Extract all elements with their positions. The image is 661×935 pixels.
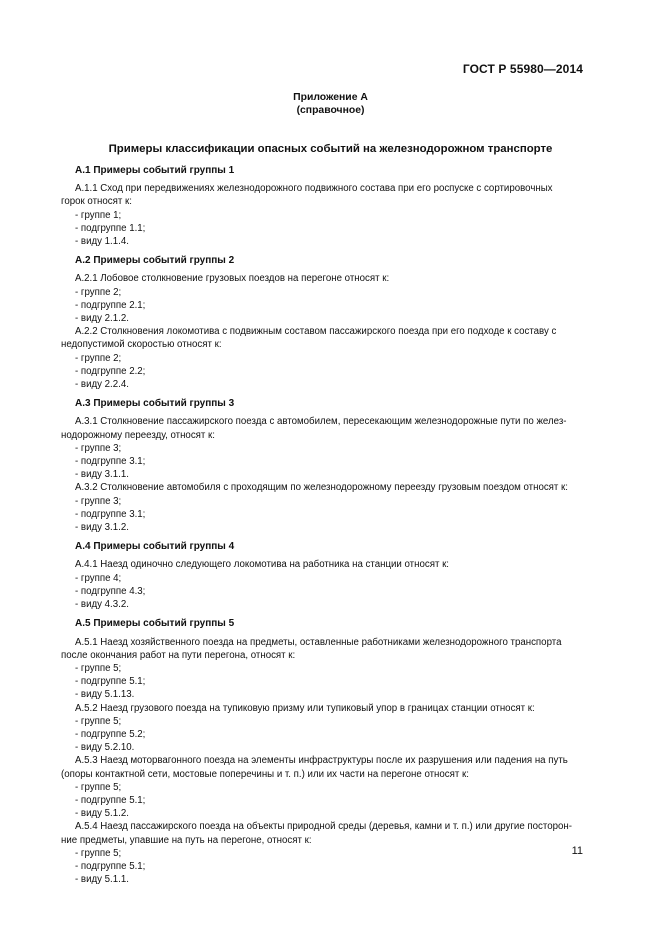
clause-text: А.3.2 Столкновение автомобиля с проходящим по железнодорожному переезду грузовым поездом относят к: [75,482,568,494]
clause-text: А.5.1 Наезд хозяйственного поезда на предметы, оставленные работниками железнодорожного транспорта [75,636,562,648]
clause-text: А.5.4 Наезд пассажирского поезда на объекты природной среды (деревья, камни и т. п.) или другие посторон- [75,821,572,833]
section-title: А.3 Примеры событий группы 3 [75,398,235,410]
list-item: - виду 5.1.1. [75,874,129,886]
list-item: - группе 5; [75,847,122,859]
clause-text: А.4.1 Наезд одиночно следующего локомотива на работника на станции относят к: [75,559,450,571]
list-item: - подгруппе 1.1; [75,222,146,234]
list-item: - виду 2.2.4. [75,379,129,391]
list-item: - группе 2; [75,286,122,298]
list-item: - группе 5; [75,715,122,727]
list-item: - группе 3; [75,495,122,507]
clause-text-continuation: ние предметы, упавшие на путь на перегоне, относят к: [61,834,312,846]
clause-text: А.2.1 Лобовое столкновение грузовых поездов на перегоне относят к: [75,273,390,285]
list-item: - подгруппе 5.1; [75,794,146,806]
list-item: - группе 5; [75,662,122,674]
clause-text: А.1.1 Сход при передвижениях железнодорожного подвижного состава при его роспуске с сортировочных [75,183,553,195]
document-body [61,164,584,886]
section-title: А.2 Примеры событий группы 2 [75,255,235,267]
list-item: - группе 5; [75,781,122,793]
list-item: - подгруппе 5.1; [75,860,146,872]
list-item: - группе 1; [75,209,122,221]
list-item: - виду 5.1.13. [75,689,135,701]
list-item: - подгруппе 4.3; [75,585,146,597]
list-item: - группе 3; [75,442,122,454]
list-item: - виду 5.1.2. [75,808,129,820]
document-title: Примеры классификации опасных событий на железнодорожном транспорте [108,143,553,155]
list-item: - виду 3.1.1. [75,469,129,481]
standard-number: ГОСТ Р 55980—2014 [462,62,583,76]
list-item: - группе 4; [75,572,122,584]
clause-text: А.2.2 Столкновения локомотива с подвижным составом пассажирского поезда при его подходе к составу с [75,326,557,338]
section-title: А.1 Примеры событий группы 1 [75,165,235,176]
clause-text: А.5.3 Наезд моторвагонного поезда на элементы инфраструктуры после их разрушения или падения на путь [75,755,568,767]
clause-text-continuation: горок относят к: [61,196,132,208]
list-item: - виду 4.3.2. [75,599,129,611]
clause-text-continuation: недопустимой скоростью относят к: [61,339,222,351]
list-item: - виду 3.1.2. [75,522,129,534]
list-item: - виду 2.1.2. [75,313,129,325]
annex-status: (справочное) [296,105,365,116]
section-title: А.5 Примеры событий группы 5 [75,618,235,630]
list-item: - подгруппе 2.1; [75,299,146,311]
list-item: - подгруппе 3.1; [75,456,146,468]
list-item: - подгруппе 3.1; [75,508,146,520]
list-item: - группе 2; [75,352,122,364]
clause-text-continuation: нодорожному переезду, относят к: [61,429,215,441]
clause-text-continuation: (опоры контактной сети, мостовые поперечины и т. п.) или их части на перегоне относят к: [61,768,469,780]
clause-text: А.3.1 Столкновение пассажирского поезда с автомобилем, пересекающим железнодорожные пути по желез- [75,416,567,428]
list-item: - подгруппе 5.1; [75,676,146,688]
list-item: - подгруппе 2.2; [75,365,146,377]
section-title: А.4 Примеры событий группы 4 [75,541,235,553]
clause-text-continuation: после окончания работ на пути перегона, относят к: [61,649,296,661]
annex-title: Приложение А [293,92,368,103]
clause-text: А.5.2 Наезд грузового поезда на тупиковую призму или тупиковый упор в границах станции относят к: [75,702,535,714]
list-item: - виду 5.2.10. [75,742,135,754]
page-number: 11 [571,845,583,857]
list-item: - подгруппе 5.2; [75,728,146,740]
list-item: - виду 1.1.4. [75,236,129,248]
